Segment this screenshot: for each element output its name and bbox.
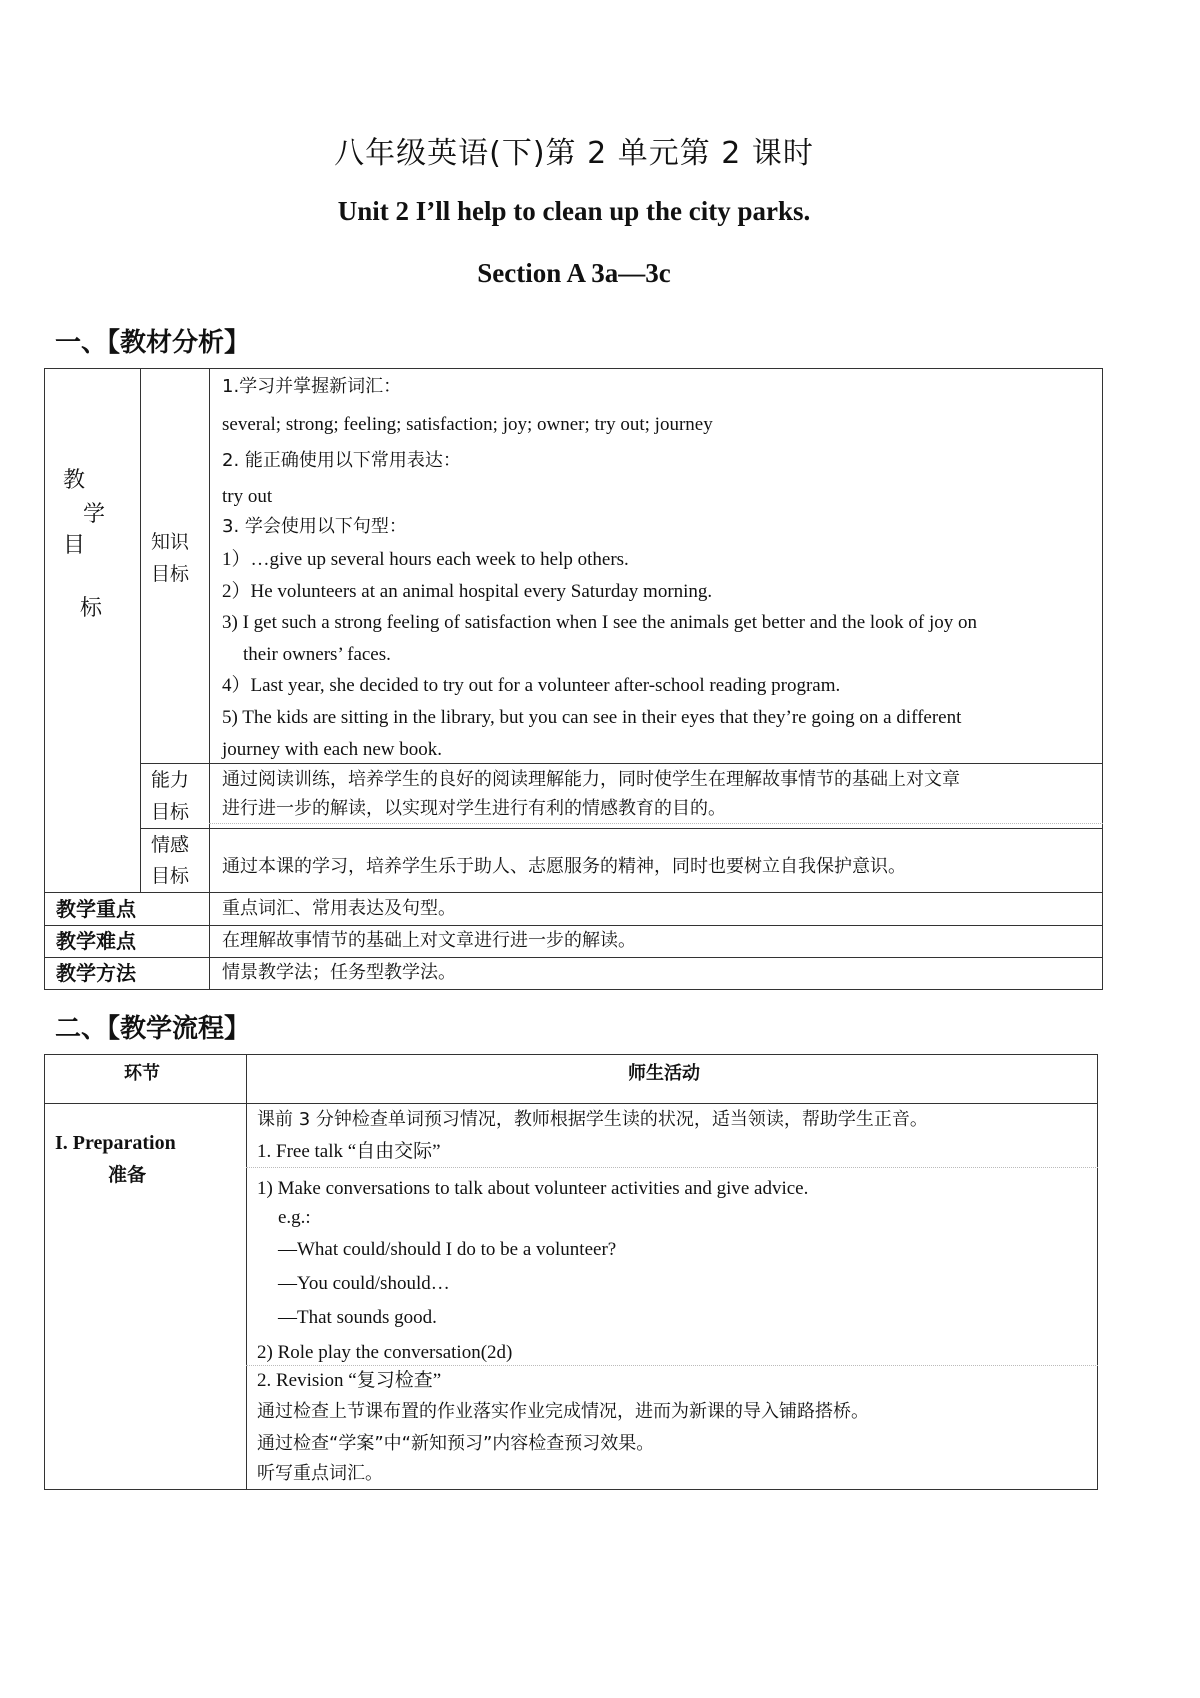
activity-line: e.g.: xyxy=(278,1207,311,1228)
knowledge-line: their owners’ faces. xyxy=(243,644,391,665)
activity-line: —What could/should I do to be a volunteer? xyxy=(278,1239,617,1260)
emotion-text: 通过本课的学习，培养学生乐于助人、志愿服务的精神，同时也要树立自我保护意识。 xyxy=(222,856,906,877)
difficulty-text: 在理解故事情节的基础上对文章进行进一步的解读。 xyxy=(222,930,636,951)
activity-line: —You could/should… xyxy=(278,1273,450,1294)
goal-label-1: 教 xyxy=(63,468,86,493)
activity-line: 2. Revision “复习检查” xyxy=(257,1370,442,1391)
ability-label-1: 能力 xyxy=(151,769,190,791)
knowledge-line: 1.学习并掌握新词汇： xyxy=(222,376,402,397)
knowledge-line: 2）He volunteers at an animal hospital every Saturday morning. xyxy=(222,581,713,602)
activity-line: 听写重点词汇。 xyxy=(257,1463,383,1484)
emotion-label-1: 情感 xyxy=(151,834,190,856)
knowledge-label-1: 知识 xyxy=(151,531,190,553)
knowledge-line: several; strong; feeling; satisfaction; joy; owner; try out; journey xyxy=(222,414,713,435)
activity-line: 1. Free talk “自由交际” xyxy=(257,1141,441,1162)
key-points-text: 重点词汇、常用表达及句型。 xyxy=(222,898,456,919)
part1-heading: 一、【教材分析】 xyxy=(55,328,251,358)
knowledge-line: 3. 学会使用以下句型： xyxy=(222,516,407,537)
knowledge-line: try out xyxy=(222,486,273,507)
difficulty-label: 教学难点 xyxy=(56,929,136,953)
col-stage-header: 环节 xyxy=(124,1063,160,1084)
stage-chinese: 准备 xyxy=(108,1164,147,1186)
activity-line: 通过检查“学案”中“新知预习”内容检查预习效果。 xyxy=(257,1433,655,1454)
unit-title: Unit 2 I’ll help to clean up the city parks. xyxy=(337,196,811,226)
knowledge-line: 2. 能正确使用以下常用表达： xyxy=(222,450,461,471)
key-points-label: 教学重点 xyxy=(56,897,136,921)
document-title: 八年级英语(下)第 2 单元第 2 课时 xyxy=(334,136,814,171)
knowledge-line: 5) The kids are sitting in the library, but you can see in their eyes that they’re going on a different xyxy=(222,707,962,728)
knowledge-line: 3) I get such a strong feeling of satisfaction when I see the animals get better and the look of joy on xyxy=(222,612,978,633)
col-activity-header: 师生活动 xyxy=(628,1063,700,1084)
activity-line: —That sounds good. xyxy=(278,1307,437,1328)
knowledge-line: journey with each new book. xyxy=(222,739,443,760)
activity-line: 课前 3 分钟检查单词预习情况，教师根据学生读的状况，适当领读，帮助学生正音。 xyxy=(257,1109,928,1130)
ability-line: 通过阅读训练，培养学生的良好的阅读理解能力，同时使学生在理解故事情节的基础上对文章 xyxy=(222,769,960,790)
section-title: Section A 3a—3c xyxy=(477,258,671,288)
stage-english: I. Preparation xyxy=(55,1132,176,1154)
activity-line: 通过检查上节课布置的作业落实作业完成情况，进而为新课的导入铺路搭桥。 xyxy=(257,1401,869,1422)
goal-label-2: 学 xyxy=(83,502,106,527)
knowledge-label-2: 目标 xyxy=(151,563,190,585)
ability-label-2: 目标 xyxy=(151,801,190,823)
knowledge-line: 4）Last year, she decided to try out for a volunteer after-school reading program. xyxy=(222,675,841,696)
method-label: 教学方法 xyxy=(56,961,136,985)
knowledge-line: 1）…give up several hours each week to help others. xyxy=(222,549,629,570)
goal-label-4: 标 xyxy=(80,596,103,621)
goal-label-3: 目 xyxy=(63,533,86,558)
ability-line: 进行进一步的解读，以实现对学生进行有利的情感教育的目的。 xyxy=(222,798,726,819)
activity-line: 1) Make conversations to talk about volunteer activities and give advice. xyxy=(257,1178,809,1199)
emotion-label-2: 目标 xyxy=(151,865,190,887)
activity-line: 2) Role play the conversation(2d) xyxy=(257,1342,513,1363)
part2-heading: 二、【教学流程】 xyxy=(55,1014,251,1044)
method-text: 情景教学法；任务型教学法。 xyxy=(222,962,456,983)
